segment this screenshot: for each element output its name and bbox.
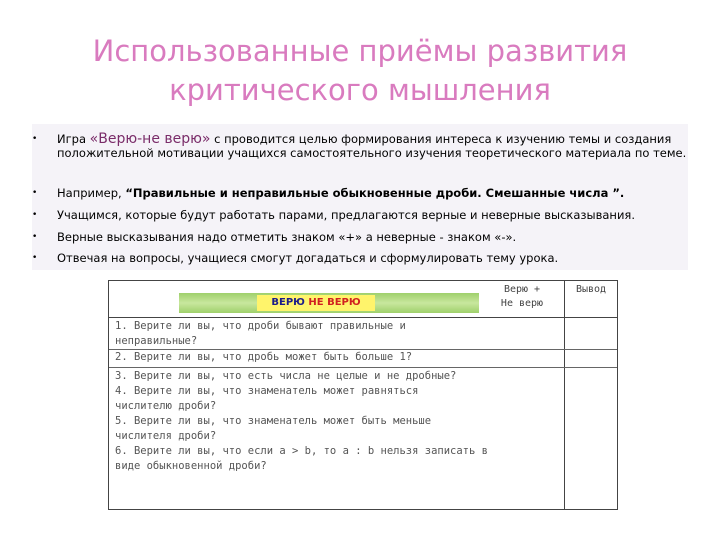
column-header-mark-line1: Верю + xyxy=(503,284,541,295)
worksheet-table xyxy=(108,280,618,510)
title-line-1: Использованные приёмы развития xyxy=(92,34,628,68)
bullet-body: с проводится целью формирования интереса к изучению темы и создания положительной мотивации учащихся самостоятельного изучения теоретического материала по теме. xyxy=(57,132,687,160)
bullet-marker: • xyxy=(32,232,38,242)
table-row xyxy=(109,349,617,368)
question-text: 2. Верите ли вы, что дробь может быть больше 1? xyxy=(115,351,413,363)
bullet-prefix: Например, xyxy=(57,186,126,200)
game-banner xyxy=(179,293,479,313)
banner-notbelieve: НЕ ВЕРЮ xyxy=(308,297,361,308)
bullet-prefix: Игра xyxy=(57,132,90,146)
table-row xyxy=(109,317,617,350)
banner-label xyxy=(257,295,375,311)
lesson-topic-example: “Правильные и неправильные обыкновенные дроби. Смешанные числа ”. xyxy=(125,186,625,200)
banner-believe: ВЕРЮ xyxy=(271,297,305,308)
bullet-marker: • xyxy=(32,134,38,144)
column-header-mark xyxy=(481,283,563,311)
bullet-panel xyxy=(32,124,688,270)
bullet-text: Отвечая на вопросы, учащиеся смогут догадаться и сформулировать тему урока. xyxy=(57,251,559,265)
bullet-text xyxy=(57,132,687,160)
bullet-text: Учащимся, которые будут работать парами, предлагаются верные и неверные высказывания. xyxy=(57,208,635,222)
bullet-text xyxy=(57,186,687,200)
worksheet-header xyxy=(109,281,617,318)
slide-title xyxy=(0,32,720,110)
bullet-marker: • xyxy=(32,253,38,263)
column-header-mark-line2: Не верю xyxy=(500,298,544,309)
game-name: «Верю-не верю» xyxy=(89,131,211,147)
bullet-marker: • xyxy=(32,188,38,198)
title-line-2: критического мышления xyxy=(169,73,551,107)
bullet-marker: • xyxy=(32,210,38,220)
bullet-text: Верные высказывания надо отметить знаком «+» а неверные - знаком «-». xyxy=(57,230,517,244)
question-text: 3. Верите ли вы, что есть числа не целые и не дробные? 4. Верите ли вы, что знаменатель может равняться числителю дроби? 5. Верите ли вы, что знаменатель может быть меньше числителя дроби? 6. Верите ли вы, что если a > b, то a : b нельзя записать в виде обыкновенной дроби? xyxy=(115,370,488,472)
column-header-conclusion: Вывод xyxy=(575,284,607,295)
question-text: 1. Верите ли вы, что дроби бывают правильные и неправильные? xyxy=(115,320,406,347)
